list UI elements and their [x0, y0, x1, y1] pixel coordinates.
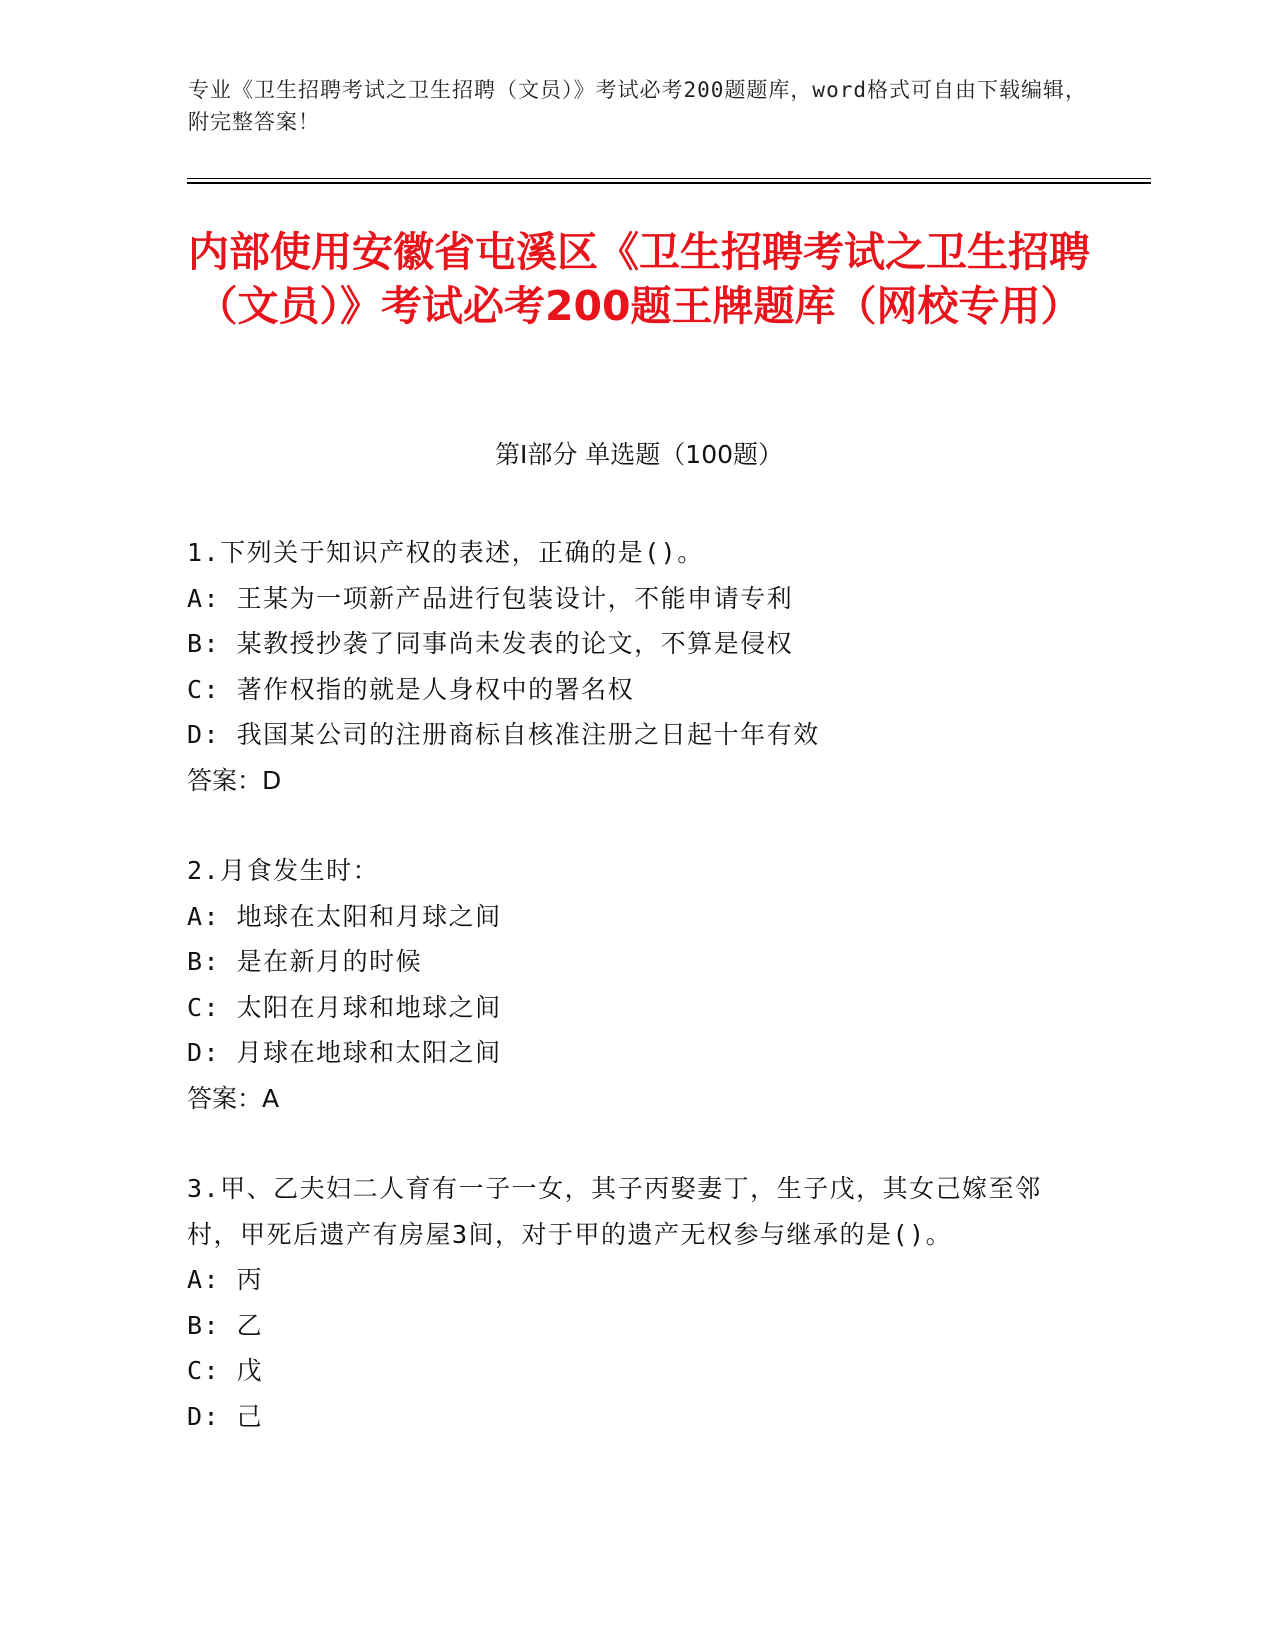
option-b: B: 是在新月的时候	[187, 947, 423, 976]
option-d: D: 月球在地球和太阳之间	[187, 1038, 502, 1067]
section-title: 第Ⅰ部分 单选题（100题）	[494, 440, 784, 469]
answer: 答案：A	[187, 1083, 280, 1113]
option-c: C: 著作权指的就是人身权中的署名权	[187, 674, 635, 704]
question-3	[187, 1166, 1067, 1439]
header-divider-thick	[187, 182, 1151, 184]
question-stem: 2.月食发生时：	[187, 856, 380, 885]
question-2	[187, 848, 1067, 1121]
question-1	[187, 530, 1067, 803]
question-stem: 1.下列关于知识产权的表述，正确的是()。	[187, 538, 704, 567]
header-note: 专业《卫生招聘考试之卫生招聘（文员）》考试必考200题题库，word格式可自由下载编辑，附完整答案！	[188, 78, 1087, 134]
option-a: A: 王某为一项新产品进行包装设计，不能申请专利	[187, 583, 794, 613]
option-a: A: 地球在太阳和月球之间	[187, 901, 502, 931]
option-c: C: 戊	[187, 1356, 264, 1385]
option-d: D: 己	[187, 1401, 264, 1431]
option-d: D: 我国某公司的注册商标自核准注册之日起十年有效	[187, 720, 820, 749]
header-divider-thin	[187, 178, 1151, 179]
question-stem: 3.甲、乙夫妇二人育有一子一女，其子丙娶妻丁，生子戊，其女己嫁至邻村，甲死后遗产有房屋3间，对于甲的遗产无权参与继承的是()。	[187, 1174, 1042, 1249]
option-c: C: 太阳在月球和地球之间	[187, 992, 502, 1022]
option-a: A: 丙	[187, 1265, 264, 1294]
option-b: B: 乙	[187, 1310, 264, 1340]
option-b: B: 某教授抄袭了同事尚未发表的论文，不算是侵权	[187, 629, 794, 658]
question-list	[187, 530, 1067, 1484]
answer: 答案：D	[187, 765, 282, 795]
document-title: 内部使用安徽省屯溪区《卫生招聘考试之卫生招聘（文员）》考试必考200题王牌题库（网校专用）	[188, 228, 1090, 330]
